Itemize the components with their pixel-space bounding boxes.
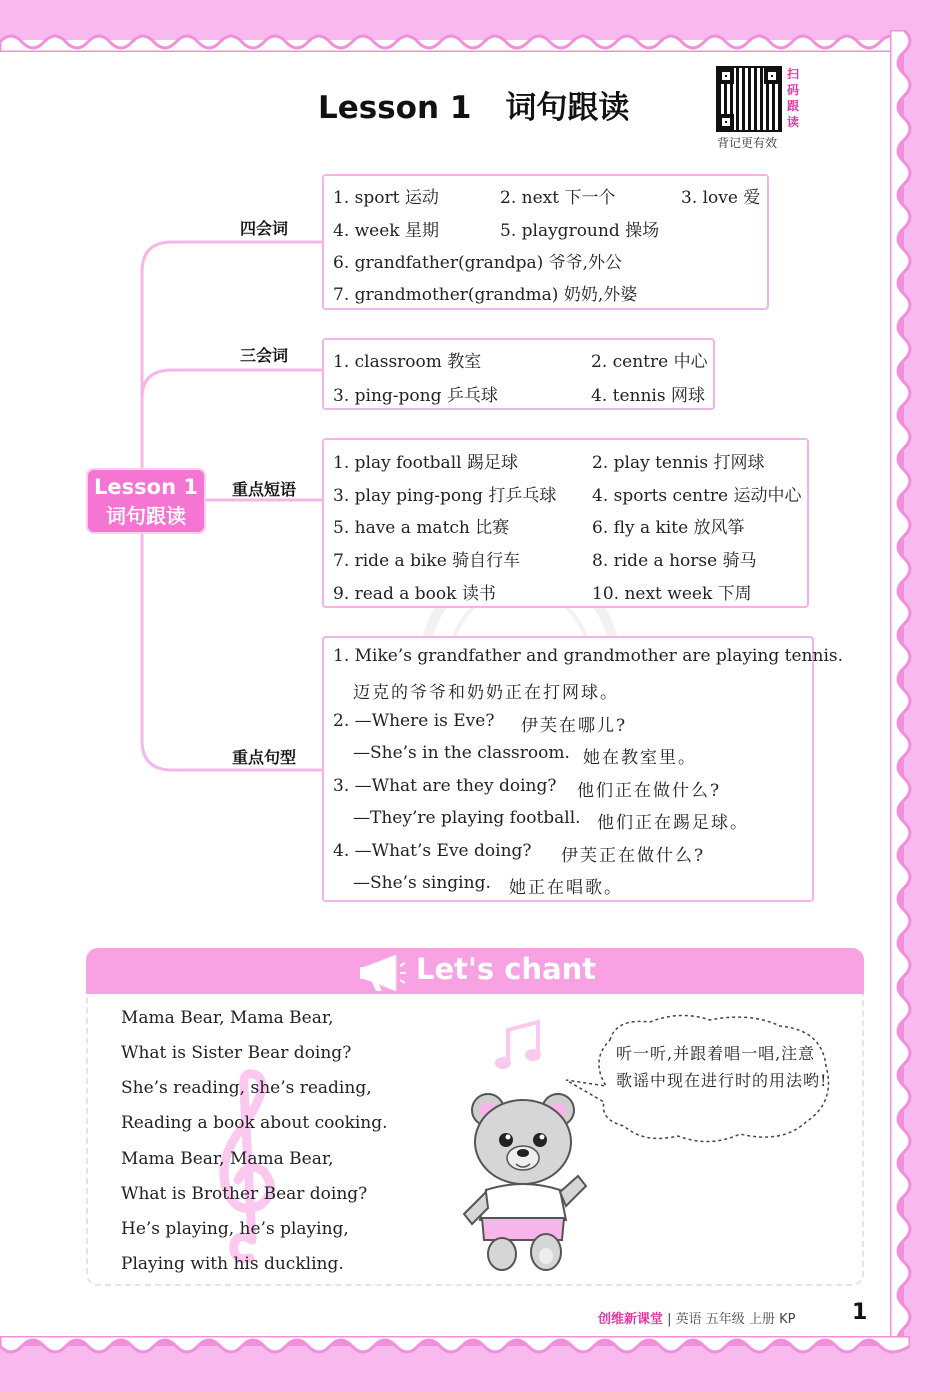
footer-info [598,1308,795,1327]
sentence-en: —They’re playing football. [353,808,581,828]
vocab-item: 1. sport 运动 [333,188,439,208]
bear-mascot-icon [458,1090,588,1276]
sentence-zh: 他们正在踢足球。 [597,813,749,833]
chant-line: She’s reading, she’s reading, [121,1078,372,1098]
vocab-item: 1. classroom 教室 [333,352,482,372]
sentence-en: 2. —Where is Eve? [333,711,495,731]
phrase-item: 6. fly a kite 放风筝 [592,518,745,538]
sihui-label: 四会词 [240,219,289,238]
phrase-item: 10. next week 下周 [592,584,752,604]
chant-line: What is Sister Bear doing? [121,1043,352,1063]
sentence-zh: 迈克的爷爷和奶奶正在打网球。 [353,683,619,703]
bubble-text: 听一听,并跟着唱一唱,注意歌谣中现在进行时的用法哟! [616,1044,828,1090]
phrases-label: 重点短语 [232,480,297,499]
chant-line: Playing with his duckling. [121,1254,344,1274]
vocab-item: 7. grandmother(grandma) 奶奶,外婆 [333,285,638,305]
music-note-icon [494,1018,544,1074]
sentence-en: 1. Mike’s grandfather and grandmother are playing tennis. [333,646,844,666]
vocab-item: 4. tennis 网球 [591,386,705,406]
sentence-zh: 伊芙正在做什么? [561,846,706,866]
vocab-item: 4. week 星期 [333,221,440,241]
footer-brand: 创维新课堂 [598,1312,664,1327]
qr-side-char: 读 [786,115,799,129]
qr-caption: 背记更有效 [717,136,778,150]
sentence-en: —She’s in the classroom. [353,743,570,763]
chant-line: What is Brother Bear doing? [121,1184,368,1204]
vocab-item: 3. love 爱 [681,188,761,208]
phrase-item: 2. play tennis 打网球 [592,453,765,473]
root-lesson: Lesson 1 [94,475,198,499]
phrase-item: 9. read a book 读书 [333,584,496,604]
chant-line: Mama Bear, Mama Bear, [121,1008,334,1028]
megaphone-icon [358,954,406,992]
phrase-item: 1. play football 踢足球 [333,453,518,473]
sentence-zh: 他们正在做什么? [577,781,722,801]
chant-line: Mama Bear, Mama Bear, [121,1149,334,1169]
sentence-en: 4. —What’s Eve doing? [333,841,532,861]
sentence-zh: 她正在唱歌。 [509,878,623,898]
sentences-label: 重点句型 [232,748,297,767]
sanhui-label: 三会词 [240,346,289,365]
phrase-item: 4. sports centre 运动中心 [592,486,802,506]
phrase-item: 3. play ping-pong 打乒乓球 [333,486,557,506]
phrase-item: 8. ride a horse 骑马 [592,551,757,571]
sentence-en: 3. —What are they doing? [333,776,557,796]
chant-line: Reading a book about cooking. [121,1113,388,1133]
sentence-en: —She’s singing. [353,873,491,893]
qr-side-char: 扫 [786,67,799,81]
sentence-zh: 她在教室里。 [583,748,697,768]
vocab-item: 2. next 下一个 [500,188,616,208]
root-title: 词句跟读 [106,504,186,528]
chant-line: He’s playing, he’s playing, [121,1219,349,1239]
vocab-item: 5. playground 操场 [500,221,660,241]
mindmap-root [86,468,206,534]
phrase-item: 5. have a match 比赛 [333,518,510,538]
vocab-item: 3. ping-pong 乒乓球 [333,386,498,406]
footer-meta: | 英语 五年级 上册 KP [667,1312,796,1327]
vocab-item: 2. centre 中心 [591,352,708,372]
vocab-item: 6. grandfather(grandpa) 爷爷,外公 [333,253,623,273]
lesson-label: Lesson 1 [318,90,472,126]
qr-side-char: 码 [786,83,799,97]
qr-side-char: 跟 [786,99,799,113]
chant-title: Let's chant [416,952,597,986]
page-number: 1 [852,1300,868,1325]
title-cn: 词句跟读 [505,90,630,126]
sentence-zh: 伊芙在哪儿? [521,716,628,736]
phrase-item: 7. ride a bike 骑自行车 [333,551,521,571]
